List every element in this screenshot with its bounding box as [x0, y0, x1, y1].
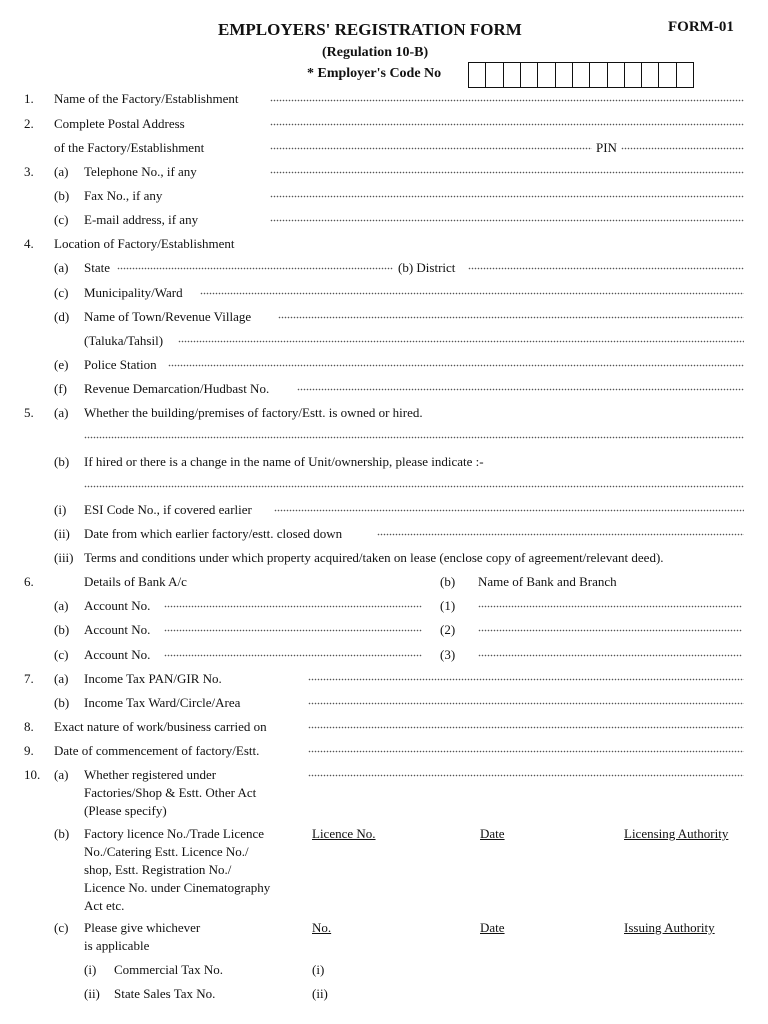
employer-code-cell[interactable] [521, 63, 538, 87]
sales-tax-number-marker: (ii) [312, 986, 328, 1001]
employer-code-cell[interactable] [642, 63, 659, 87]
sub-label-10c-i: (i) [84, 962, 97, 977]
work-nature-field[interactable] [308, 720, 744, 730]
account-no-field-2[interactable] [164, 623, 422, 633]
licence-label-3: shop, Estt. Registration No./ [84, 862, 232, 877]
district-label: (b) District [398, 260, 456, 275]
account-no-label-1: Account No. [84, 598, 151, 613]
sub-label-3b: (b) [54, 188, 70, 203]
account-no-field-3[interactable] [164, 648, 422, 658]
town-label: Name of Town/Revenue Village [84, 309, 252, 324]
bank-branch-field-3[interactable] [478, 648, 742, 658]
employer-code-cell[interactable] [556, 63, 573, 87]
bank-branch-field-2[interactable] [478, 623, 742, 633]
fax-label: Fax No., if any [84, 188, 163, 203]
commencement-date-field[interactable] [308, 744, 744, 754]
employer-code-cell[interactable] [608, 63, 625, 87]
ownership-label: Whether the building/premises of factory/Estt. is owned or hired. [84, 405, 423, 420]
municipality-label: Municipality/Ward [84, 285, 183, 300]
form-title: EMPLOYERS' REGISTRATION FORM [218, 20, 522, 39]
sub-label-10b: (b) [54, 826, 70, 841]
state-label: State [84, 260, 110, 275]
tax-ward-field[interactable] [308, 696, 744, 706]
account-no-label-2: Account No. [84, 622, 151, 637]
sub-label-7b: (b) [54, 695, 70, 710]
sub-label-5b: (b) [54, 454, 70, 469]
town-field[interactable] [278, 310, 744, 320]
item-number-3: 3. [24, 164, 34, 179]
email-label: E-mail address, if any [84, 212, 199, 227]
telephone-label: Telephone No., if any [84, 164, 197, 179]
bank-branch-number-1: (1) [440, 598, 456, 613]
no-column-header: No. [312, 920, 332, 935]
licence-label-2: No./Catering Estt. Licence No./ [84, 844, 249, 859]
item-number-10: 10. [24, 767, 41, 782]
registered-under-label-1: Whether registered under [84, 767, 217, 782]
licence-label-4: Licence No. under Cinematography [84, 880, 271, 895]
state-field[interactable] [117, 261, 393, 271]
licensing-authority-column-header: Licensing Authority [624, 826, 729, 841]
postal-address-field-line1[interactable] [270, 117, 744, 127]
ownership-field[interactable] [84, 430, 744, 440]
employer-code-cell[interactable] [504, 63, 521, 87]
esi-code-field[interactable] [274, 503, 744, 513]
item-number-9: 9. [24, 743, 34, 758]
employer-code-cell[interactable] [590, 63, 607, 87]
postal-address-label-cont: of the Factory/Establishment [54, 140, 205, 155]
factory-name-label: Name of the Factory/Establishment [54, 91, 239, 106]
police-station-label: Police Station [84, 357, 157, 372]
sub-label-4f: (f) [54, 381, 67, 396]
taluka-label: (Taluka/Tahsil) [84, 333, 164, 348]
sub-label-4d: (d) [54, 309, 70, 324]
sub-label-5ii: (ii) [54, 526, 70, 541]
location-label: Location of Factory/Establishment [54, 236, 235, 251]
sub-label-10c: (c) [54, 920, 69, 935]
closed-date-field[interactable] [377, 527, 744, 537]
licence-label-1: Factory licence No./Trade Licence [84, 826, 265, 841]
registered-under-label-2: Factories/Shop & Estt. Other Act [84, 785, 257, 800]
sub-label-10c-ii: (ii) [84, 986, 100, 1001]
item-number-4: 4. [24, 236, 34, 251]
hudbast-label: Revenue Demarcation/Hudbast No. [84, 381, 270, 396]
closed-date-label: Date from which earlier factory/estt. closed down [84, 526, 343, 541]
bank-branch-label: Name of Bank and Branch [478, 574, 617, 589]
applicable-label-1: Please give whichever [84, 920, 201, 935]
taluka-field[interactable] [178, 334, 744, 344]
licence-no-column-header: Licence No. [312, 826, 376, 841]
item-number-2: 2. [24, 116, 34, 131]
pan-label: Income Tax PAN/GIR No. [84, 671, 222, 686]
sub-label-5iii: (iii) [54, 550, 74, 565]
commencement-date-label: Date of commencement of factory/Estt. [54, 743, 260, 758]
licence-date-column-header: Date [480, 826, 505, 841]
issuing-authority-column-header: Issuing Authority [624, 920, 715, 935]
pin-field[interactable] [621, 141, 744, 151]
sub-label-5i: (i) [54, 502, 67, 517]
regulation-label: (Regulation 10-B) [322, 45, 429, 60]
factory-name-field[interactable] [270, 93, 744, 103]
pan-field[interactable] [308, 672, 744, 682]
sub-label-6b-row2: (b) [54, 622, 70, 637]
commercial-tax-number-marker: (i) [312, 962, 325, 977]
item-number-8: 8. [24, 719, 34, 734]
sub-label-4c: (c) [54, 285, 69, 300]
esi-code-label: ESI Code No., if covered earlier [84, 502, 252, 517]
account-no-field-1[interactable] [164, 599, 422, 609]
employer-code-label: * Employer's Code No [307, 66, 442, 81]
tax-ward-label: Income Tax Ward/Circle/Area [84, 695, 241, 710]
date-column-header: Date [480, 920, 505, 935]
sub-label-10a: (a) [54, 767, 69, 782]
employer-code-cell[interactable] [486, 63, 503, 87]
hired-change-label: If hired or there is a change in the name of Unit/ownership, please indicate :- [84, 454, 484, 469]
municipality-field[interactable] [200, 286, 744, 296]
applicable-label-2: is applicable [84, 938, 150, 953]
employer-code-cell[interactable] [659, 63, 676, 87]
sub-label-6c-row3: (c) [54, 647, 69, 662]
sub-label-4e: (e) [54, 357, 69, 372]
district-field[interactable] [468, 261, 744, 271]
lease-terms-label: Terms and conditions under which property acquired/taken on lease (enclose copy of agreement/relevant deed). [84, 550, 664, 565]
sub-label-5a: (a) [54, 405, 69, 420]
email-field[interactable] [270, 213, 744, 223]
licence-label-5: Act etc. [84, 898, 125, 913]
sales-tax-label: State Sales Tax No. [114, 986, 216, 1001]
registered-under-label-3: (Please specify) [84, 803, 167, 818]
bank-branch-field-1[interactable] [478, 599, 742, 609]
fax-field[interactable] [270, 189, 744, 199]
police-station-field[interactable] [168, 358, 744, 368]
bank-branch-number-2: (2) [440, 622, 456, 637]
item-number-6: 6. [24, 574, 34, 589]
form-number: FORM-01 [668, 19, 734, 35]
employer-code-cell[interactable] [573, 63, 590, 87]
item-number-5: 5. [24, 405, 34, 420]
sub-label-6a-row1: (a) [54, 598, 69, 613]
account-no-label-3: Account No. [84, 647, 151, 662]
employer-code-cell[interactable] [469, 63, 486, 87]
employer-code-cell[interactable] [538, 63, 555, 87]
sub-label-7a: (a) [54, 671, 69, 686]
registered-under-field[interactable] [308, 768, 744, 778]
hired-change-field[interactable] [84, 479, 744, 489]
item-number-1: 1. [24, 91, 34, 106]
employer-code-boxes[interactable] [468, 62, 694, 88]
hudbast-field[interactable] [297, 382, 744, 392]
sub-label-3c: (c) [54, 212, 69, 227]
bank-branch-number-3: (3) [440, 647, 456, 662]
postal-address-field-line2[interactable] [270, 141, 592, 151]
sub-label-6b: (b) [440, 574, 456, 589]
item-number-7: 7. [24, 671, 34, 686]
postal-address-label: Complete Postal Address [54, 116, 185, 131]
commercial-tax-label: Commercial Tax No. [114, 962, 223, 977]
sub-label-3a: (a) [54, 164, 69, 179]
bank-details-label: Details of Bank A/c [84, 574, 187, 589]
telephone-field[interactable] [270, 165, 744, 175]
employer-code-cell[interactable] [625, 63, 642, 87]
sub-label-4a: (a) [54, 260, 69, 275]
employer-code-cell[interactable] [677, 63, 693, 87]
work-nature-label: Exact nature of work/business carried on [54, 719, 267, 734]
pin-label: PIN [596, 140, 617, 155]
